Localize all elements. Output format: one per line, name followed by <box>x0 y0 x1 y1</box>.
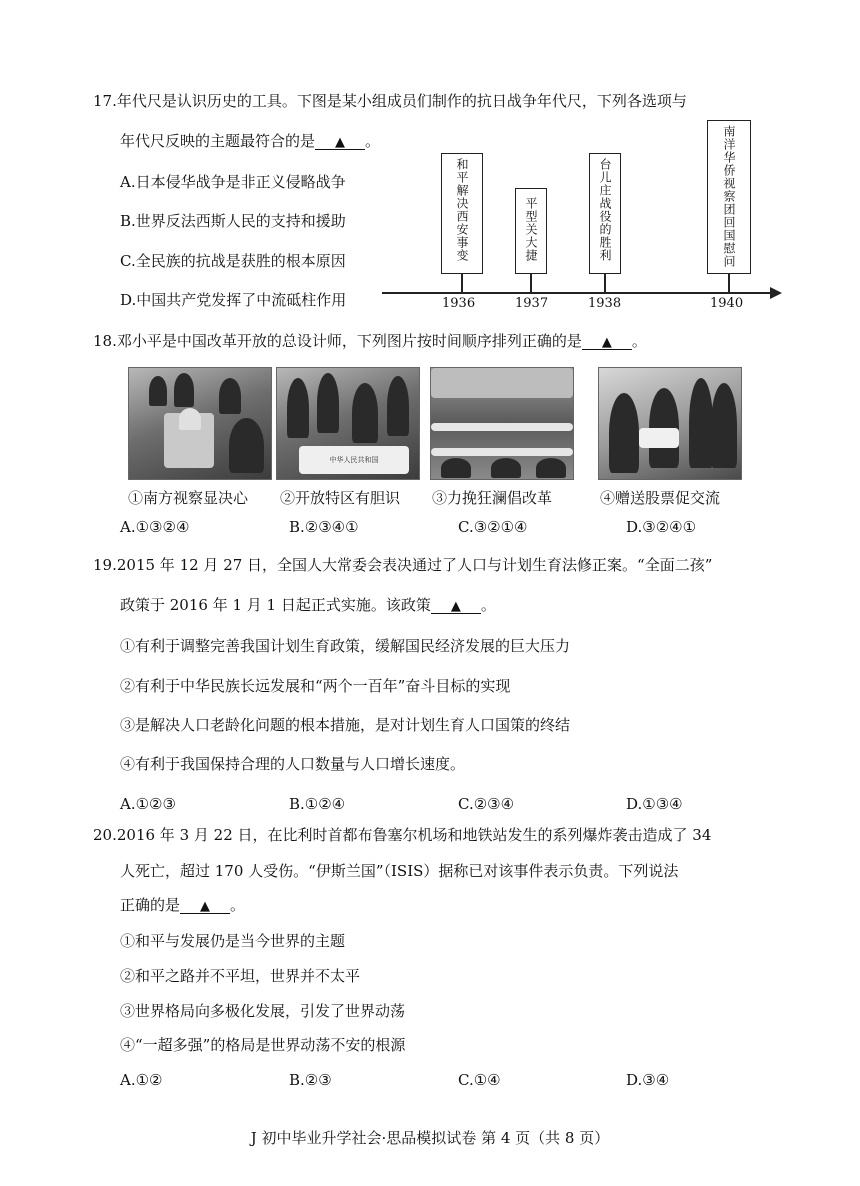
q19-item-1: ①有利于调整完善我国计划生育政策，缓解国民经济发展的巨大压力 <box>120 637 571 655</box>
photo-reform-meeting <box>430 367 574 480</box>
timeline-year: 1938 <box>588 296 622 311</box>
photo-caption-2: ②开放特区有胆识 <box>280 489 401 507</box>
photo-caption-1: ①南方视察显决心 <box>128 489 249 507</box>
timeline-event-1938 <box>589 153 621 274</box>
timeline-event-1937 <box>515 188 547 274</box>
answer-blank[interactable] <box>180 898 230 914</box>
q20-stem-line3 <box>120 898 245 914</box>
q20-option-c[interactable]: C.①④ <box>458 1071 501 1089</box>
photo-caption-3: ③力挽狂澜倡改革 <box>432 489 553 507</box>
q17-option-c[interactable]: C.全民族的抗战是获胜的根本原因 <box>120 252 346 270</box>
q20-option-d[interactable]: D.③④ <box>626 1071 670 1089</box>
q18-stem <box>93 334 647 350</box>
q17-option-d[interactable]: D.中国共产党发挥了中流砥柱作用 <box>120 291 347 309</box>
timeline-year: 1940 <box>710 296 744 311</box>
q18-option-d[interactable]: D.③②④① <box>626 518 697 536</box>
photo-special-zone <box>276 367 420 480</box>
q20-stem-line1: 20.2016 年 3 月 22 日，在比利时首都布鲁塞尔机场和地铁站发生的系列爆炸袭击造成了 34 <box>93 826 712 844</box>
q18-stem-end: 。 <box>631 332 647 350</box>
triangle-icon: ▲ <box>200 899 211 914</box>
q17-stem-end: 。 <box>365 132 381 150</box>
q17-option-a[interactable]: A.日本侵华战争是非正义侵略战争 <box>120 173 346 191</box>
q19-option-c[interactable]: C.②③④ <box>458 795 515 813</box>
photo-inset-text: 中华人民共和国 <box>299 446 409 474</box>
timeline-event-label: 南洋华侨视察团回国慰问 <box>722 125 736 268</box>
q19-stem-text: 政策于 2016 年 1 月 1 日起正式实施。该政策 <box>120 596 431 614</box>
q20-option-a[interactable]: A.①② <box>120 1071 163 1089</box>
timeline-event-1940 <box>707 120 751 274</box>
q17-stem-line1: 17.年代尺是认识历史的工具。下图是某小组成员们制作的抗日战争年代尺，下列各选项与 <box>93 92 687 110</box>
page-footer: J 初中毕业升学社会·思品模拟试卷 第 4 页（共 8 页） <box>250 1129 610 1147</box>
q20-stem-line2: 人死亡，超过 170 人受伤。“伊斯兰国”（ISIS）据称已对该事件表示负责。下列说法 <box>120 862 679 880</box>
q18-option-b[interactable]: B.②③④① <box>289 518 359 536</box>
triangle-icon: ▲ <box>450 599 461 614</box>
answer-blank[interactable] <box>582 334 632 350</box>
q17-option-b[interactable]: B.世界反法西斯人民的支持和援助 <box>120 212 346 230</box>
q17-stem-line2 <box>120 134 380 150</box>
answer-blank[interactable] <box>431 598 481 614</box>
triangle-icon: ▲ <box>335 135 346 150</box>
q20-item-3: ③世界格局向多极化发展，引发了世界动荡 <box>120 1002 406 1020</box>
timeline-event-label: 台儿庄战役的胜利 <box>598 158 612 262</box>
timeline-event-label: 平型关大捷 <box>524 197 538 262</box>
timeline-tick <box>461 274 463 292</box>
timeline-year: 1936 <box>442 296 476 311</box>
timeline-year: 1937 <box>515 296 549 311</box>
arrow-right-icon <box>770 287 782 299</box>
q19-option-b[interactable]: B.①②④ <box>289 795 346 813</box>
photo-southern-tour <box>128 367 272 480</box>
q19-option-a[interactable]: A.①②③ <box>120 795 176 813</box>
q17-stem-text: 年代尺反映的主题最符合的是 <box>120 132 316 150</box>
timeline-axis <box>382 292 772 294</box>
q19-stem-end: 。 <box>480 596 496 614</box>
timeline-tick <box>530 274 532 292</box>
q20-option-b[interactable]: B.②③ <box>289 1071 332 1089</box>
timeline-event-1936 <box>441 153 483 274</box>
timeline-tick <box>604 274 606 292</box>
q19-item-3: ③是解决人口老龄化问题的根本措施，是对计划生育人口国策的终结 <box>120 716 571 734</box>
photo-caption-4: ④赠送股票促交流 <box>600 489 721 507</box>
photo-stock-gift <box>598 367 742 480</box>
q18-option-c[interactable]: C.③②①④ <box>458 518 528 536</box>
q19-option-d[interactable]: D.①③④ <box>626 795 683 813</box>
q20-item-4: ④“一超多强”的格局是世界动荡不安的根源 <box>120 1036 406 1054</box>
q19-item-2: ②有利于中华民族长远发展和“两个一百年”奋斗目标的实现 <box>120 677 511 695</box>
answer-blank[interactable] <box>315 134 365 150</box>
q18-option-a[interactable]: A.①③②④ <box>120 518 190 536</box>
timeline-tick <box>728 274 730 292</box>
q19-stem-line1: 19.2015 年 12 月 27 日，全国人大常委会表决通过了人口与计划生育法修正案。“全面二孩” <box>93 556 713 574</box>
q20-stem-text: 正确的是 <box>120 896 181 914</box>
q19-stem-line2 <box>120 598 496 614</box>
timeline-event-label: 和平解决西安事变 <box>455 158 469 262</box>
triangle-icon: ▲ <box>601 335 612 350</box>
q20-stem-end: 。 <box>230 896 246 914</box>
q20-item-2: ②和平之路并不平坦，世界并不太平 <box>120 967 361 985</box>
q18-stem-text: 18.邓小平是中国改革开放的总设计师，下列图片按时间顺序排列正确的是 <box>93 332 582 350</box>
q20-item-1: ①和平与发展仍是当今世界的主题 <box>120 932 346 950</box>
q19-item-4: ④有利于我国保持合理的人口数量与人口增长速度。 <box>120 755 466 773</box>
